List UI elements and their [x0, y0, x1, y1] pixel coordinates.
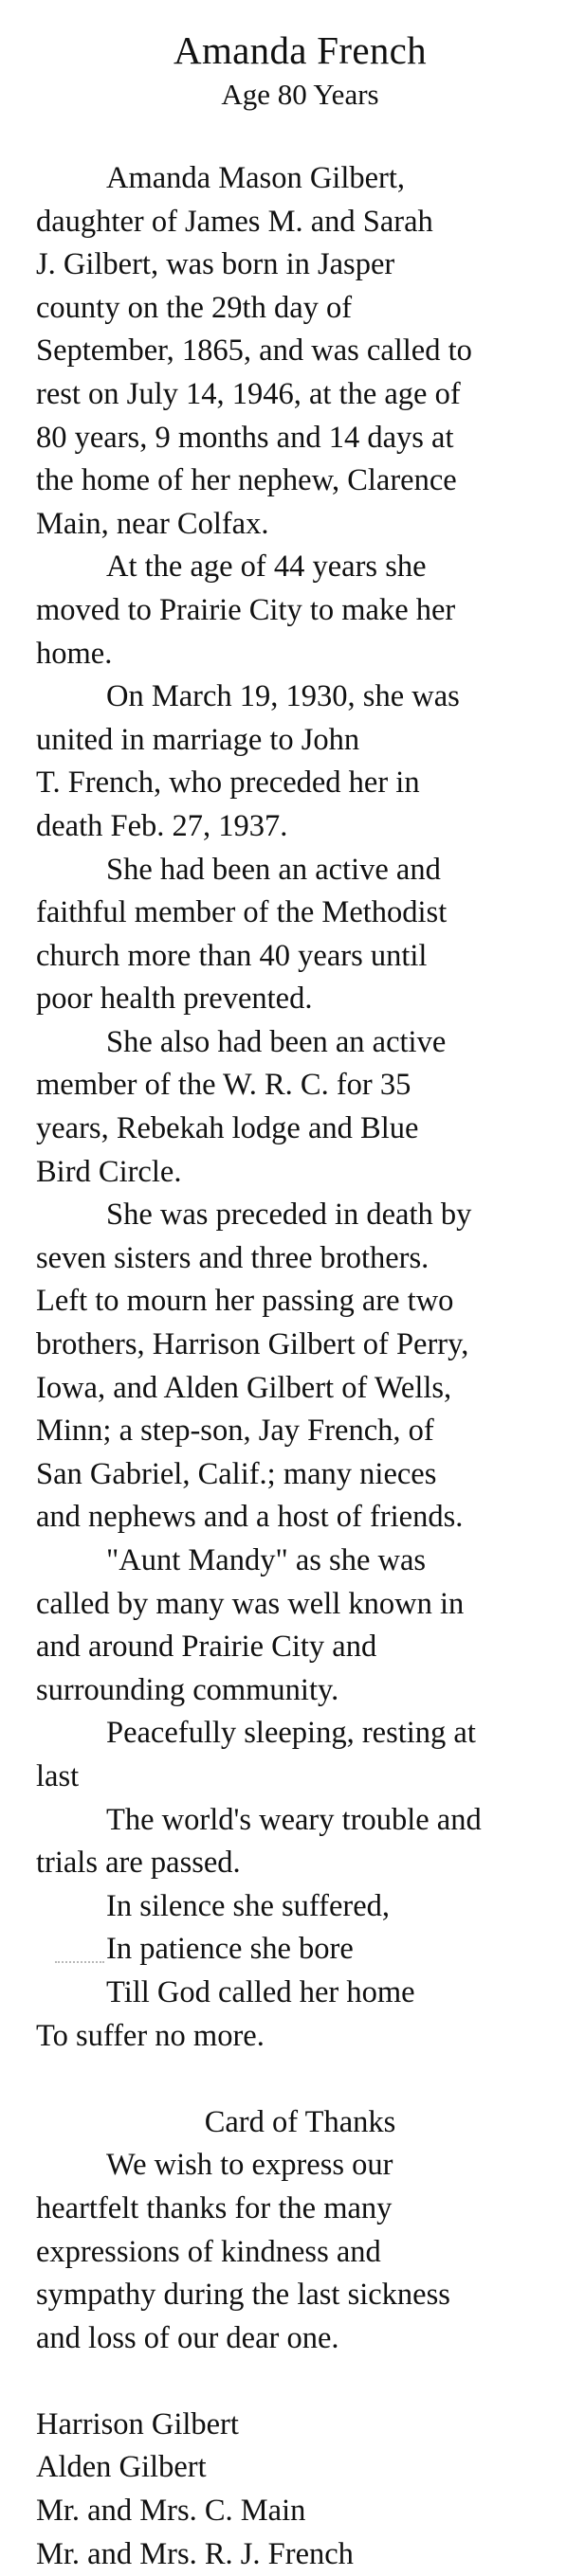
obituary-line: Amanda Mason Gilbert, — [106, 161, 406, 195]
obituary-line: surrounding community. — [36, 1672, 339, 1707]
obituary-line: San Gabriel, Calif.; many nieces — [36, 1456, 437, 1491]
obituary-line: member of the W. R. C. for 35 — [36, 1068, 411, 1103]
thanks-line: sympathy during the last sickness — [36, 2278, 450, 2313]
thanks-line: We wish to express our — [106, 2148, 393, 2183]
poem — [36, 1712, 564, 2058]
obituary-line: She had been an active and — [106, 852, 441, 887]
poem-line: In patience she bore — [106, 1932, 354, 1967]
obituary-line: county on the 29th day of — [36, 290, 353, 325]
signer-name: Mr. and Mrs. C. Main — [36, 2494, 306, 2529]
page-subtitle: Age 80 Years — [221, 78, 379, 111]
obituary-line: At the age of 44 years she — [106, 549, 427, 585]
section-spacer — [36, 2058, 564, 2101]
obituary-line: home. — [36, 636, 113, 671]
obituary-line: "Aunt Mandy" as she was — [106, 1543, 427, 1577]
poem-line: The world's weary trouble and — [106, 1802, 482, 1837]
obituary-line: daughter of James M. and Sarah — [36, 204, 433, 239]
thanks-line: heartfelt thanks for the many — [36, 2190, 393, 2225]
poem-line: Peacefully sleeping, resting at — [106, 1716, 476, 1751]
obituary-line: T. French, who preceded her in — [36, 766, 420, 801]
obituary-line: Bird Circle. — [36, 1154, 182, 1189]
poem-line: trials are passed. — [36, 1846, 241, 1881]
obituary-line: 80 years, 9 months and 14 days at — [36, 420, 454, 455]
signer-name: Harrison Gilbert — [36, 2406, 239, 2441]
obituary-line: September, 1865, and was called to — [36, 333, 472, 369]
obituary-line: and nephews and a host of friends. — [36, 1500, 464, 1535]
poem-line: To suffer no more. — [36, 2018, 265, 2053]
obituary-line: faithful member of the Methodist — [36, 895, 448, 930]
obituary-line: Main, near Colfax. — [36, 506, 269, 541]
thanks-line: and loss of our dear one. — [36, 2320, 339, 2355]
obituary-line: Minn; a step-son, Jay French, of — [36, 1414, 434, 1449]
obituary-line: J. Gilbert, was born in Jasper — [36, 247, 395, 282]
obituary-line: the home of her nephew, Clarence — [36, 463, 457, 498]
signer-name: Mr. and Mrs. R. J. French — [36, 2536, 354, 2571]
section-spacer — [36, 2360, 564, 2404]
scan-artifact-mark — [55, 1961, 104, 1963]
page-title: Amanda French — [174, 28, 427, 72]
obituary-line: years, Rebekah lodge and Blue — [36, 1111, 419, 1146]
obituary-line: brothers, Harrison Gilbert of Perry, — [36, 1327, 469, 1362]
signers-list — [36, 2404, 564, 2576]
obituary-line: united in marriage to John — [36, 722, 360, 757]
obituary-line: church more than 40 years until — [36, 938, 428, 973]
poem-line: In silence she suffered, — [106, 1888, 391, 1923]
poem-line: Till God called her home — [106, 1974, 415, 2009]
obituary-line: Left to mourn her passing are two — [36, 1284, 454, 1319]
card-of-thanks — [36, 2101, 564, 2576]
thanks-line: expressions of kindness and — [36, 2234, 381, 2269]
card-of-thanks-heading: Card of Thanks — [204, 2104, 396, 2139]
obituary-body — [36, 157, 564, 2576]
obituary-line: She was preceded in death by — [106, 1198, 472, 1233]
poem-line: last — [36, 1758, 80, 1793]
obituary-line: On March 19, 1930, she was — [106, 679, 460, 714]
obituary-line: poor health prevented. — [36, 982, 313, 1017]
obituary-line: death Feb. 27, 1937. — [36, 808, 288, 843]
obituary-line: moved to Prairie City to make her — [36, 592, 456, 627]
obituary-line: and around Prairie City and — [36, 1630, 377, 1665]
signer-name: Alden Gilbert — [36, 2450, 207, 2485]
obituary-line: rest on July 14, 1946, at the age of — [36, 376, 461, 411]
obituary-line: seven sisters and three brothers. — [36, 1240, 430, 1275]
obituary-line: called by many was well known in — [36, 1586, 465, 1621]
obituary-line: She also had been an active — [106, 1024, 447, 1059]
obituary-line: Iowa, and Alden Gilbert of Wells, — [36, 1370, 452, 1405]
